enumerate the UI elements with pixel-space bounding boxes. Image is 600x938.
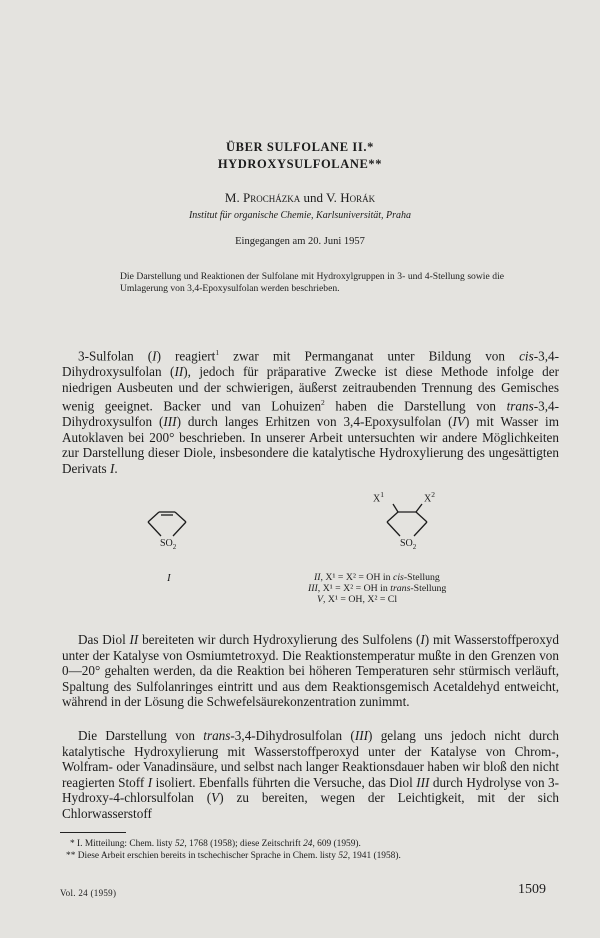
caption-line-III: III, X¹ = X² = OH in trans-Stellung: [308, 582, 447, 594]
article-title-line-1: ÜBER SULFOLANE II.*: [226, 140, 374, 154]
paragraph-2: Das Diol II bereiteten wir durch Hydroxylierung des Sulfolens (I) mit Wasserstoffperoxyd unter der Katalyse von Osmiumtetroxyd. Die Reaktionstemperatur mußte in den Grenzen von 0—20° gehalten werden, da die Reaktion bei höheren Temperaturen sehr stürmisch verläuft, Spaltung des Sulfolanringes eintritt und aus dem Reaktionsgemisch Acetaldehyd entweicht, während in der Lösung die Schwefelsäurekonzentration zunimmt.: [62, 632, 559, 710]
abstract: Die Darstellung und Reaktionen der Sulfolane mit Hydroxylgruppen in 3- und 4-Stellung sowie die Umlagerung von 3,4-Epoxysulfolan werden beschrieben.: [120, 271, 504, 294]
institute: Institut für organische Chemie, Karlsuniversität, Praha: [188, 210, 412, 221]
caption-line-V: V, X¹ = OH, X² = Cl: [317, 593, 398, 605]
structure-caption: [308, 572, 447, 605]
caption-line-II: II, X¹ = X² = OH in cis-Stellung: [314, 572, 440, 583]
x2-label: $X^2$: [424, 490, 435, 505]
author2-last: Horák: [340, 190, 376, 205]
authors: [0, 190, 600, 206]
authors-and: und: [300, 190, 326, 205]
author1-last: Procházka: [242, 190, 301, 205]
paragraph-3: Die Darstellung von trans-3,4-Dihydrosulfolan (III) gelang uns jedoch nicht durch katalytische Hydroxylierung mit Wasserstoffperoxyd unter der Katalyse von Chrom-, Wolfram- oder Vanadinsäure, und selbst nach langer Reaktionsdauer haben wir bloß den nicht reagierten Stoff I isoliert. Ebenfalls führten die Versuche, das Diol III durch Hydrolyse von 3-Hydroxy-4-chlorsulfolan (V) zu bereiten, wegen der Leichtigkeit, mit der sich Chlorwasserstoff: [62, 728, 559, 821]
footnote-1: * I. Mitteilung: Chem. listy 52, 1768 (1958); diese Zeitschrift 24, 609 (1959).: [70, 839, 361, 849]
footnote-rule: [60, 832, 126, 833]
received-date: Eingegangen am 20. Juni 1957: [235, 236, 365, 247]
footnotes: [60, 838, 560, 862]
footnote-2: ** Diese Arbeit erschien bereits in tschechischer Sprache in Chem. listy 52, 1941 (1958).: [66, 851, 401, 861]
page-number: 1509: [518, 882, 546, 897]
paragraph-1: 3-Sulfolan (I) reagiert$^1$ zwar mit Permanganat unter Bildung von cis-3,4-Dihydroxysulfolan (II), jedoch für präparative Zwecke ist diese Methode infolge der niedrigen Ausbeuten und der schwierigen, äußerst zeitraubenden Trennung des Gemisches wenig geeignet. Backer und van Lohuizen$^2$ haben die Darstellung von trans-3,4-Dihydroxysulfon (III) durch langes Erhitzen von 3,4-Epoxysulfolan (IV) mit Wasser im Autoklaven bei 200° beschrieben. In unserer Arbeit untersuchten wir andere Möglichkeiten zur Darstellung dieser Diole, insbesondere die katalytische Hydroxylierung des ungesättigten Derivats I.: [62, 348, 559, 476]
sulfolene-so2-label: $SO_2$: [160, 538, 177, 551]
article-title-line-2: HYDROXYSULFOLANE**: [217, 157, 383, 171]
substituted-so2-label: $SO_2$: [400, 538, 417, 551]
volume-info: Vol. 24 (1959): [60, 888, 117, 898]
x1-label: $X^1$: [373, 490, 384, 505]
structure-label-I: I: [167, 572, 171, 584]
author1-first: M.: [224, 190, 243, 205]
author2-first: V.: [325, 190, 341, 205]
